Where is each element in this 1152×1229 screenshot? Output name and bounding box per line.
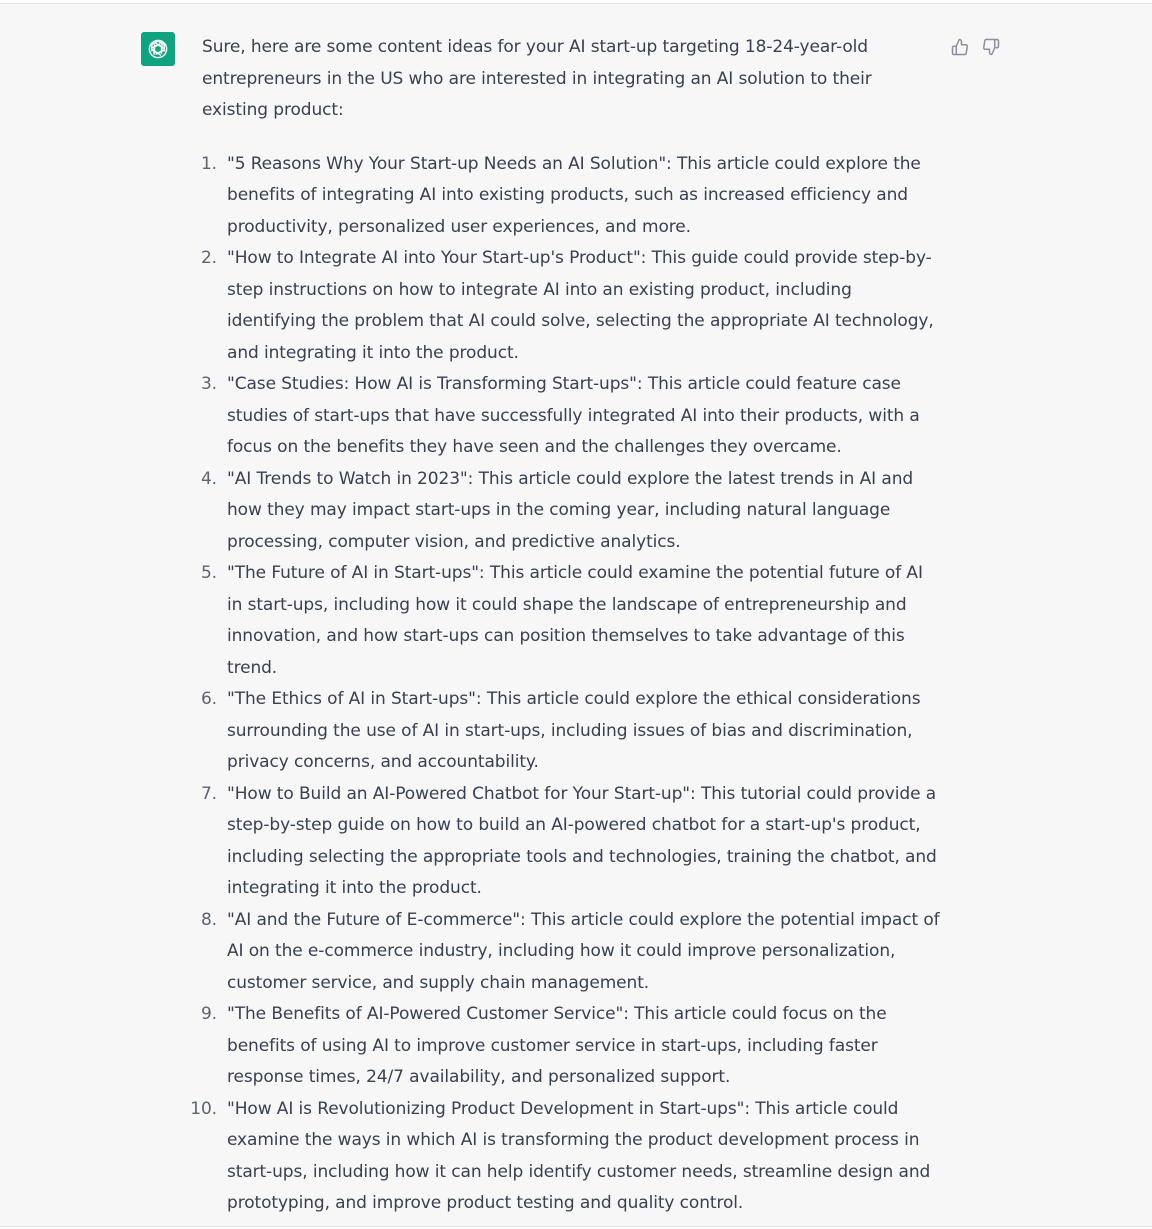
list-item-number: 7. (200, 783, 217, 804)
list-item (202, 464, 942, 559)
list-item-number: 3. (200, 374, 217, 394)
list-item-text: "Case Studies: How AI is Transforming Start-ups": This article could feature case studies of start-ups that have successfully integrated AI into their products, with a focus on the benefits they have seen and the challenges they overcame. (227, 374, 920, 457)
message-content (190, 32, 942, 1220)
assistant-message-row (0, 3, 1152, 1227)
list-item-text: "How AI is Revolutionizing Product Development in Start-ups": This article could examine the ways in which AI is transforming the product development process in start-ups, including how it can help identify customer needs, streamline design and prototyping, and improve product testing and quality control. (227, 1098, 931, 1213)
list-item-number: 4. (200, 468, 217, 489)
list-item (202, 684, 942, 779)
list-item-text: "The Benefits of AI-Powered Customer Service": This article could focus on the benefits of using AI to improve customer service in start-ups, including faster response times, 24/7 availability, and personalized support. (227, 1004, 887, 1087)
list-item (202, 905, 942, 1000)
list-item-text: "The Ethics of AI in Start-ups": This article could explore the ethical considerations surrounding the use of AI in start-ups, including issues of bias and discrimination, privacy concerns, and accountability. (227, 689, 921, 772)
list-item-text: "How to Build an AI-Powered Chatbot for Your Start-up": This tutorial could provide a step-by-step guide on how to build an AI-powered chatbot for a start-up's product, including selecting the appropriate tools and technologies, training the chatbot, and integrating it into the product. (227, 783, 937, 898)
list-item-text: "How to Integrate AI into Your Start-up's Product": This guide could provide step-by-step instructions on how to integrate AI into an existing product, including identifying the problem that AI could solve, selecting the appropriate AI technology, and integrating it into the product. (227, 248, 934, 363)
list-item-number: 2. (200, 248, 217, 268)
list-item-text: "The Future of AI in Start-ups": This article could examine the potential future of AI in start-ups, including how it could shape the landscape of entrepreneurship and innovation, and how start-ups can position themselves to take advantage of this trend. (227, 563, 923, 678)
list-item-number: 9. (200, 1004, 217, 1024)
list-item-text: "AI Trends to Watch in 2023": This article could explore the latest trends in AI and how they may impact start-ups in the coming year, including natural language processing, computer vision, and predictive analytics. (227, 468, 914, 552)
list-item (190, 1094, 942, 1220)
list-item-number: 8. (200, 909, 217, 930)
list-item-number: 10. (190, 1098, 217, 1119)
openai-logo-icon (146, 37, 170, 61)
list-item (202, 369, 942, 464)
thumbs-up-button[interactable] (949, 36, 970, 58)
list-item-text: "AI and the Future of E-commerce": This article could explore the potential impact of AI on the e-commerce industry, including how it could improve personalization, customer service, and supply chain management. (227, 909, 940, 993)
list-item (202, 243, 942, 369)
list-item-number: 1. (200, 153, 217, 174)
list-item (202, 149, 942, 244)
list-item (202, 999, 942, 1094)
list-item (202, 779, 942, 905)
feedback-buttons (949, 36, 1001, 58)
thumbs-up-icon (951, 38, 969, 56)
thumbs-down-icon (982, 38, 1000, 56)
content-ideas-list (190, 149, 942, 1220)
list-item (202, 558, 942, 684)
thumbs-down-button[interactable] (980, 36, 1001, 58)
list-item-number: 5. (200, 563, 217, 583)
message-intro: Sure, here are some content ideas for your AI start-up targeting 18-24-year-old entrepreneurs in the US who are interested in integrating an AI solution to their existing product: (202, 37, 872, 120)
list-item-text: "5 Reasons Why Your Start-up Needs an AI Solution": This article could explore the benefits of integrating AI into existing products, such as increased efficiency and productivity, personalized user experiences, and more. (227, 153, 921, 237)
list-item-number: 6. (200, 689, 217, 709)
assistant-avatar (141, 32, 175, 66)
